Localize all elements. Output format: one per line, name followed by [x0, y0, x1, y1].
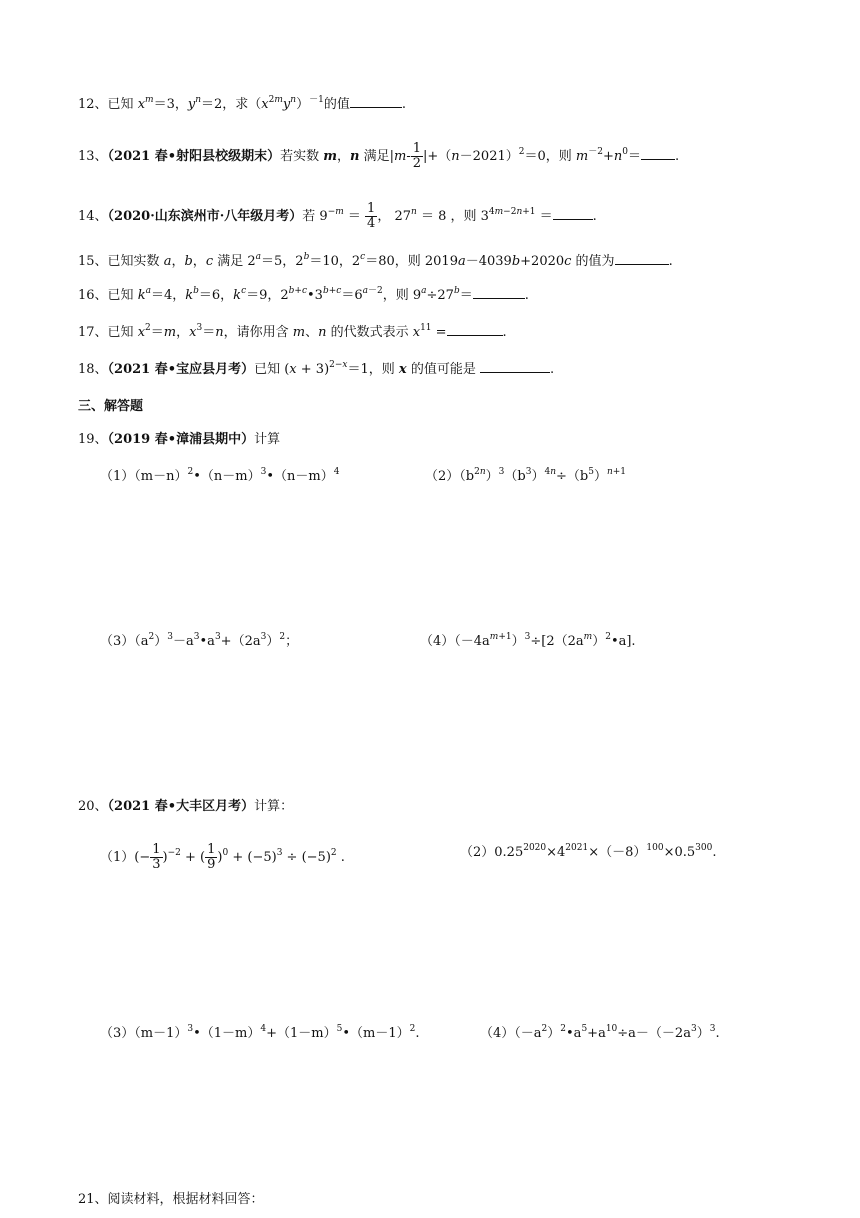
q15-text: ＝10，2	[309, 254, 361, 269]
q12-text: ＝3，	[153, 97, 188, 112]
q17-text: .	[502, 325, 507, 340]
fraction: $\frac{1}{3}$	[152, 842, 161, 872]
answer-blank[interactable]	[553, 207, 593, 220]
q20-number: 20、	[78, 799, 108, 814]
question-16: 16、已知 $k^a=4$，$k^b=6$，$k^c=9$，$2^{b+c}•3^{b+c}=6^{a-2}$，则 $9^a\div 27^b=$ .	[78, 286, 529, 303]
question-13: 13、（2021 春•射阳县校级期末）若实数 m，n 满足|m- $\frac{1}{2}$ $|+(n-2021)^2=0$，则 $m^{-2}+n^0=$ .	[78, 141, 680, 171]
q18-text: ，则	[368, 362, 399, 377]
q16-text: ，则 9	[382, 288, 422, 303]
q20-part-3: $(3)(m-1)^3•(1-m)^4+(1-m)^5•(m-1)^2$.	[100, 1024, 420, 1041]
q21-number: 21、	[78, 1192, 108, 1207]
q14-text: ＝ 8 ，则 3	[416, 209, 489, 224]
q17-text: ，请你用含	[223, 325, 293, 340]
q20-source: （2021 春•大丰区月考）	[107, 799, 255, 814]
question-14: 14、（2020·山东滨州市·八年级月考）若 $9^{-m}$ ＝ $\frac{1}{4}$ ， $27^n = 8$ ，则 $3^{4m-2n+1}$ ＝ .	[78, 201, 597, 231]
q14-text: 若 9	[302, 209, 328, 224]
q15-text: 满足 2	[217, 254, 256, 269]
q14-text: ， 27	[377, 209, 412, 224]
q14-text: .	[592, 209, 597, 224]
q16-text: 已知	[107, 288, 138, 303]
q12-number: 12、	[78, 97, 108, 112]
answer-blank[interactable]	[641, 147, 675, 160]
q13-text: ＝	[627, 149, 641, 164]
q17-number: 17、	[78, 325, 108, 340]
fraction: $\frac{1}{4}$	[367, 201, 376, 231]
q21-text: 阅读材料，根据材料回答：	[107, 1192, 264, 1207]
fraction: $\frac{1}{9}$	[207, 842, 216, 872]
q20-part-1: （1）(− $\frac{1}{3}$ )$^{-2}$ + ( $\frac{1}{9}$ )$^0 + (-5)^3 \div (-5)^2$ .	[100, 842, 345, 872]
q16-text: ＝4，	[150, 288, 186, 303]
answer-blank[interactable]	[480, 360, 550, 373]
q16-text: ÷27	[426, 288, 454, 303]
q17-text: 的代数式表示	[326, 325, 413, 340]
q15-text: －4039	[465, 254, 512, 269]
q13-text: |+（	[423, 149, 452, 164]
q17-text: =	[431, 325, 447, 340]
q14-text: ＝	[343, 209, 366, 224]
question-21	[78, 1190, 264, 1210]
q17-text: ＝	[202, 325, 216, 340]
q20-part-2: $(2)0.25^{2020}\times 4^{2021}\times(-8)^{100}\times 0.5^{300}$.	[460, 843, 717, 860]
q15-text: .	[668, 254, 673, 269]
question-19	[78, 430, 280, 450]
q19-source: （2019 春•漳浦县期中）	[107, 432, 255, 447]
q19-part-3: $(3)(a^2)^3-a^3•a^3+(2a^3)^2$；	[100, 632, 299, 649]
q18-source: （2021 春•宝应县月考）	[107, 362, 255, 377]
q16-text: •3	[307, 288, 323, 303]
q13-number: 13、	[78, 149, 108, 164]
q16-text: ＝6，	[198, 288, 234, 303]
q14-number: 14、	[78, 209, 108, 224]
q12-text: 已知	[107, 97, 138, 112]
q19-number: 19、	[78, 432, 108, 447]
q14-source: （2020·山东滨州市·八年级月考）	[107, 209, 303, 224]
q12-text: ＝2，求（	[201, 97, 262, 112]
q16-number: 16、	[78, 288, 108, 303]
q20-title: 计算：	[254, 799, 294, 814]
q19-part-1: $(1)(m-n)^2•(n-m)^3•(n-m)^4$	[100, 467, 340, 484]
q19-part-2: $(2)(b^{2n})^3(b^3)^{4n}\div(b^5)^{n+1}$	[425, 467, 627, 484]
question-20	[78, 797, 293, 817]
q15-text: ＝80，则 2019	[365, 254, 458, 269]
q15-text: ＝5，2	[261, 254, 304, 269]
q18-text: ＝1	[347, 362, 369, 377]
q14-text: ＝	[535, 209, 553, 224]
q15-number: 15、	[78, 254, 108, 269]
q13-text: 若实数	[280, 149, 324, 164]
fraction: $\frac{1}{2}$	[412, 141, 421, 171]
q19-part-4: $(4)(-4a^{m+1})^3\div[2(2a^m)^2•a]$.	[420, 632, 636, 649]
q12-text: .	[401, 97, 406, 112]
q20-part-4: $(4)(-a^2)^2•a^5+a^{10}\div a-(-2a^3)^3$.	[480, 1024, 720, 1041]
q13-text: －2021）	[459, 149, 519, 164]
q17-text: ＝	[150, 325, 164, 340]
answer-blank[interactable]	[447, 323, 503, 336]
answer-blank[interactable]	[615, 252, 669, 265]
q12-text: ）	[296, 97, 310, 112]
q15-text: 已知实数	[107, 254, 164, 269]
question-12: 12、已知 $x^m=3$，$y^n=2$，求$(x^{2m}y^n)^{-1}$的值 .	[78, 95, 406, 112]
q16-text: ＝	[459, 288, 473, 303]
q13-source: （2021 春•射阳县校级期末）	[107, 149, 281, 164]
answer-blank[interactable]	[350, 95, 402, 108]
q17-text: 已知	[107, 325, 138, 340]
q16-text: .	[524, 288, 529, 303]
answer-blank[interactable]	[473, 286, 525, 299]
q15-text: +2020	[520, 254, 565, 269]
q13-text: .	[674, 149, 680, 164]
q18-text: .	[549, 362, 555, 377]
q13-text: 满足|	[363, 149, 394, 164]
q17-text: ，	[176, 325, 190, 340]
q15-text: 的值为	[571, 254, 615, 269]
section-heading: 三、解答题	[78, 399, 144, 414]
q13-text: ＝0，则	[524, 149, 576, 164]
question-15: 15、已知实数 a，b，c 满足 $2^a=5$，$2^b=10$，$2^c=80$，则 2019a－4039b+2020c 的值为 .	[78, 252, 673, 269]
question-18: 18、（2021 春•宝应县月考）已知 $(x + 3)^{2-x}=1$，则 x 的值可能是 .	[78, 360, 555, 377]
q16-text: ＝9，2	[246, 288, 289, 303]
q16-text: ＝6	[341, 288, 363, 303]
q18-number: 18、	[78, 362, 108, 377]
q19-title: 计算	[254, 432, 281, 447]
q18-text: 已知	[254, 362, 285, 377]
question-17: 17、已知 $x^2=m$，$x^3=n$，请你用含 m、n 的代数式表示 $x^{11}$ = .	[78, 323, 507, 340]
q18-text: 的值可能是	[406, 362, 480, 377]
q12-text: 的值	[323, 97, 350, 112]
